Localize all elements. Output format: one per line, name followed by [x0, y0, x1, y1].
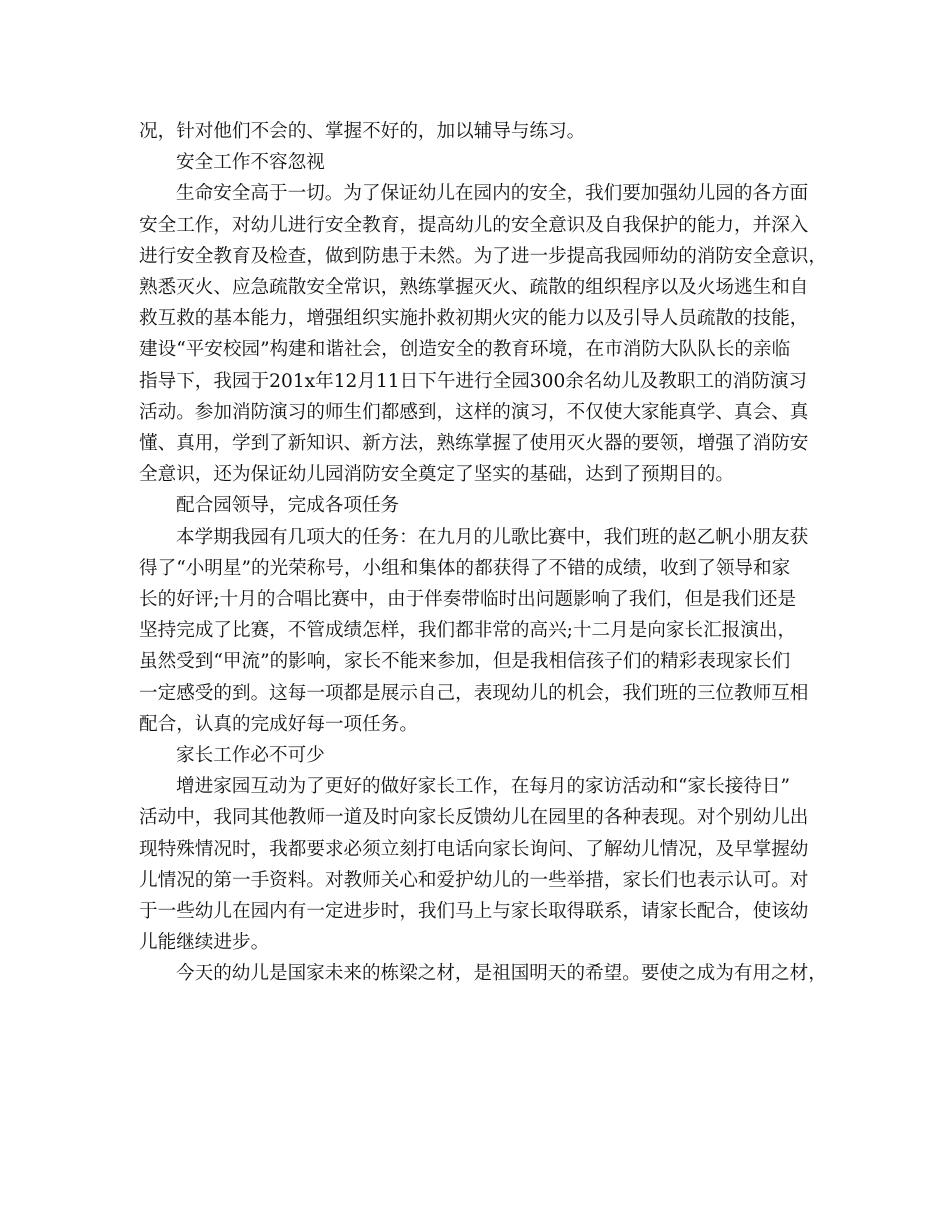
body-line: 于一些幼儿在园内有一定进步时，我们马上与家长取得联系，请家长配合，使该幼 — [139, 901, 809, 923]
body-line: 进行安全教育及检查，做到防患于未然。为了进一步提高我园师幼的消防安全意识， — [139, 245, 827, 267]
body-line: 全意识，还为保证幼儿园消防安全奠定了坚实的基础，达到了预期目的。 — [139, 464, 735, 486]
body-line: 指导下，我园于201x年12月11日下午进行全园300余名幼儿及教职工的消防演习 — [139, 370, 808, 392]
body-line: 虽然受到“甲流”的影响，家长不能来参加，但是我相信孩子们的精彩表现家长们 — [139, 651, 791, 673]
document-body — [139, 116, 829, 990]
body-line: 儿能继续进步。 — [139, 932, 270, 954]
body-line: 懂、真用，学到了新知识、新方法，熟练掌握了使用灭火器的要领，增强了消防安 — [139, 433, 809, 455]
body-line: 一定感受的到。这每一项都是展示自己，表现幼儿的机会，我们班的三位教师互相 — [139, 682, 809, 704]
body-line: 现特殊情况时，我都要求必须立刻打电话向家长询问、了解幼儿情况，及早掌握幼 — [139, 838, 809, 860]
body-line: 况，针对他们不会的、掌握不好的，加以辅导与练习。 — [139, 121, 586, 142]
body-line: 儿情况的第一手资料。对教师关心和爱护幼儿的一些举措，家长们也表示认可。对 — [139, 869, 809, 891]
section-heading: 配合园领导，完成各项任务 — [176, 495, 400, 517]
body-line: 增进家园互动为了更好的做好家长工作，在每月的家访活动和“家长接待日” — [176, 776, 791, 798]
body-line: 生命安全高于一切。为了保证幼儿在园内的安全，我们要加强幼儿园的各方面 — [176, 183, 809, 205]
section-heading: 安全工作不容忽视 — [176, 152, 325, 174]
body-line: 活动中，我同其他教师一道及时向家长反馈幼儿在园里的各种表现。对个别幼儿出 — [139, 807, 809, 829]
body-line: 活动。参加消防演习的师生们都感到，这样的演习，不仅使大家能真学、真会、真 — [139, 401, 809, 423]
body-line: 安全工作，对幼儿进行安全教育，提高幼儿的安全意识及自我保护的能力，并深入 — [139, 214, 809, 236]
body-line: 得了“小明星”的光荣称号，小组和集体的都获得了不错的成绩，收到了领导和家 — [139, 557, 791, 579]
body-line: 建设“平安校园”构建和谐社会，创造安全的教育环境，在市消防大队队长的亲临 — [139, 339, 791, 361]
body-line: 坚持完成了比赛，不管成绩怎样，我们都非常的高兴;十二月是向家长汇报演出， — [139, 620, 797, 642]
section-heading: 家长工作必不可少 — [176, 745, 325, 767]
body-line: 长的好评;十月的合唱比赛中，由于伴奏带临时出问题影响了我们，但是我们还是 — [139, 589, 797, 611]
body-line: 今天的幼儿是国家未来的栋梁之材，是祖国明天的希望。要使之成为有用之材， — [176, 963, 827, 985]
body-line: 本学期我园有几项大的任务：在九月的儿歌比赛中，我们班的赵乙帆小朋友获 — [176, 526, 809, 548]
body-line: 配合，认真的完成好每一项任务。 — [139, 713, 418, 735]
body-line: 救互救的基本能力，增强组织实施扑救初期火灾的能力以及引导人员疏散的技能， — [139, 308, 809, 330]
body-line: 熟悉灭火、应急疏散安全常识，熟练掌握灭火、疏散的组织程序以及火场逃生和自 — [139, 277, 809, 299]
